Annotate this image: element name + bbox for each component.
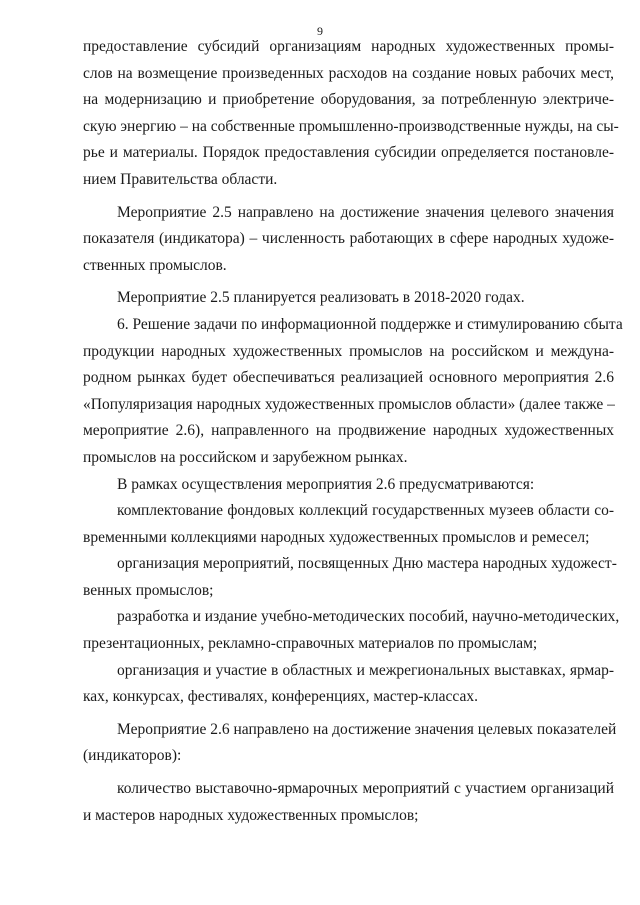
- text-line: организация мероприятий, посвященных Дню мастера народных художест-: [117, 555, 617, 573]
- text-line: Мероприятие 2.6 направлено на достижение значения целевых показателей: [117, 720, 617, 738]
- text-line: слов на возмещение произведенных расходов на создание новых рабочих мест,: [83, 64, 614, 82]
- list-item-collections: [83, 498, 614, 551]
- text-line: мероприятие 2.6), направленного на продвижение народных художественных: [83, 422, 614, 440]
- list-item-fair-count: [83, 776, 614, 829]
- text-line: презентационных, рекламно-справочных материалов по промыслам;: [83, 635, 538, 653]
- text-line: нием Правительства области.: [83, 170, 278, 188]
- text-line: количество выставочно-ярмарочных мероприятий с участием организаций: [117, 780, 614, 798]
- list-item-publications: [83, 604, 620, 657]
- text-line: Мероприятие 2.5 планируется реализовать в 2018-2020 годах.: [117, 289, 525, 307]
- paragraph-measure-2-6-intro: [83, 472, 614, 499]
- text-line: разработка и издание учебно-методических пособий, научно-методических,: [117, 608, 620, 626]
- text-line: 6. Решение задачи по информационной поддержке и стимулированию сбыта: [117, 315, 623, 333]
- text-line: предоставление субсидий организациям народных художественных промы-: [83, 38, 614, 55]
- document-body: [83, 34, 623, 829]
- text-line: Мероприятие 2.5 направлено на достижение значения целевого значения: [117, 203, 614, 221]
- text-line: родном рынках будет обеспечиваться реализацией основного мероприятия 2.6: [83, 369, 614, 387]
- paragraph-measure-2-5-period: [83, 285, 614, 312]
- text-line: на модернизацию и приобретение оборудования, за потребленную электриче-: [83, 91, 614, 109]
- paragraph-measure-2-5-target: [83, 200, 614, 280]
- text-line: (индикаторов):: [83, 747, 182, 765]
- text-line: организация и участие в областных и межрегиональных выставках, ярмар-: [117, 661, 614, 679]
- paragraph-subsidies: [83, 34, 619, 194]
- text-line: комплектование фондовых коллекций государственных музеев области со-: [117, 502, 614, 520]
- text-line: показателя (индикатора) – численность работающих в сфере народных художе-: [83, 230, 614, 248]
- text-line: венных промыслов;: [83, 581, 214, 599]
- text-line: промыслов на российском и зарубежном рынках.: [83, 448, 408, 466]
- list-item-masters-day: [83, 551, 617, 604]
- text-line: ственных промыслов.: [83, 256, 227, 274]
- paragraph-task-6: [83, 312, 623, 472]
- page-number: 9: [317, 24, 323, 38]
- text-line: ках, конкурсах, фестивалях, конференциях, мастер-классах.: [83, 688, 478, 706]
- text-line: временными коллекциями народных художественных промыслов и ремесел;: [83, 528, 590, 546]
- paragraph-measure-2-6-target: [83, 717, 617, 770]
- text-line: скую энергию – на собственные промышленно-производственные нужды, на сы-: [83, 117, 619, 135]
- text-line: рье и материалы. Порядок предоставления субсидии определяется постановле-: [83, 144, 614, 162]
- list-item-exhibitions: [83, 658, 614, 711]
- text-line: В рамках осуществления мероприятия 2.6 предусматриваются:: [117, 475, 535, 493]
- text-line: продукции народных художественных промыслов на российском и междуна-: [83, 342, 614, 360]
- text-line: «Популяризация народных художественных промыслов области» (далее также –: [83, 395, 615, 413]
- text-line: и мастеров народных художественных промыслов;: [83, 806, 419, 824]
